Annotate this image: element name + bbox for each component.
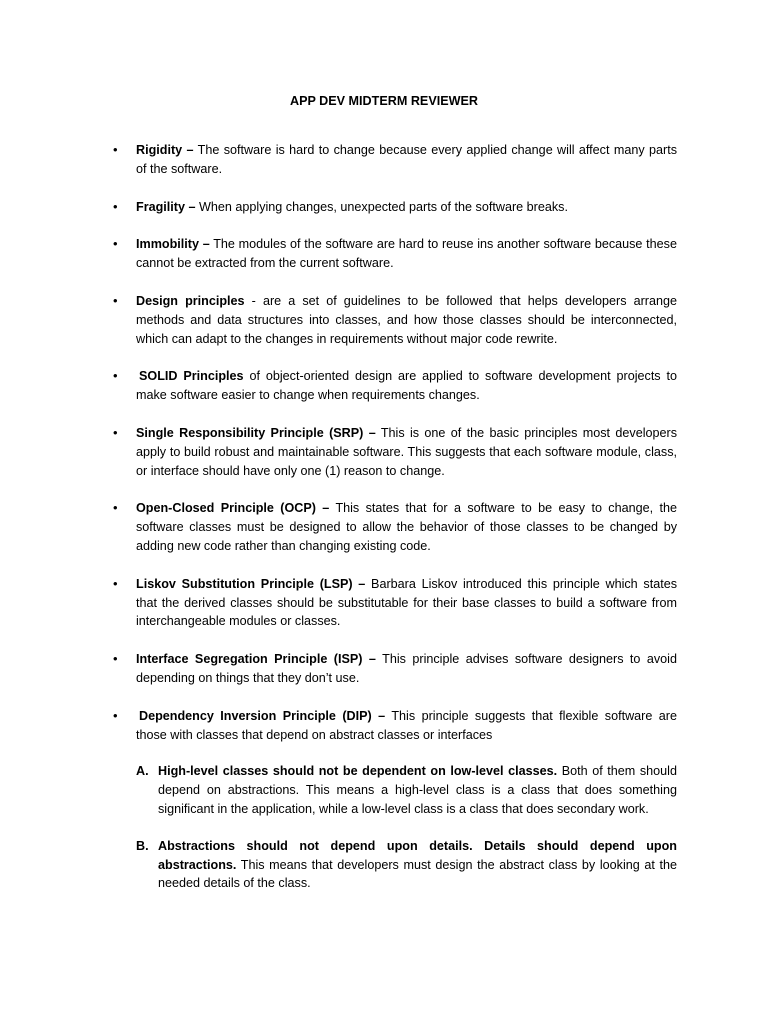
bullet-icon: • <box>113 198 118 214</box>
term-label: High-level classes should not be dependent on low-level classes. <box>158 764 558 779</box>
definition-text: This principle suggests that flexible software are those with classes that depend on abstract classes or interfaces <box>136 708 677 742</box>
bullet-item-fragility <box>0 198 677 217</box>
definition-text: When applying changes, unexpected parts of the software breaks. <box>195 199 568 214</box>
bullet-icon: • <box>113 236 118 252</box>
bullet-item-design-principles <box>0 292 677 348</box>
bullet-icon: • <box>113 575 118 591</box>
bullet-item-isp <box>0 650 677 688</box>
definition-text: This principle advises software designers to avoid depending on things that they don’t use. <box>136 652 677 685</box>
term-label: SOLID Principles <box>139 369 244 384</box>
definition-text: - are a set of guidelines to be followed that helps developers arrange methods and data structures into classes, and how those classes should be interconnected, which can adapt to the changes in requirements without major code rewrite. <box>136 293 677 346</box>
bullet-item-dip <box>0 707 677 893</box>
bullet-item-lsp <box>0 575 677 631</box>
term-label: Liskov Substitution Principle (LSP) – <box>136 576 366 591</box>
term-label: Immobility – <box>136 237 210 252</box>
term-label: Design principles <box>136 293 245 308</box>
definition-text: Both of them should depend on abstractions. This means a high-level class is a class that does something significant in the application, while a low-level class is a class that does secondary work. <box>158 764 677 816</box>
list-marker: B. <box>136 838 149 853</box>
bullet-item-ocp <box>0 499 677 555</box>
term-label: Rigidity – <box>136 143 194 157</box>
definition-text: This is one of the basic principles most developers apply to build robust and maintainable software. This suggests that each software module, class, or interface should have only one (1) reason to change. <box>136 425 677 478</box>
bullet-item-rigidity <box>0 141 677 179</box>
definition-text: Barbara Liskov introduced this principle which states that the derived classes should be substitutable for their base classes to build a software from interchangeable modules or classes. <box>136 576 677 629</box>
definition-text: The software is hard to change because every applied change will affect many parts of the software. <box>136 143 677 176</box>
bullet-icon: • <box>113 500 118 516</box>
bullet-icon: • <box>113 368 118 384</box>
dip-subitem-b <box>136 837 677 893</box>
bullet-icon: • <box>113 142 118 157</box>
term-label: Fragility – <box>136 199 196 214</box>
definition-text: The modules of the software are hard to reuse ins another software because these cannot be extracted from the current software. <box>136 237 677 271</box>
bullet-list <box>0 141 768 912</box>
bullet-icon: • <box>113 292 118 308</box>
term-label: Interface Segregation Principle (ISP) – <box>136 652 376 667</box>
definition-text: This means that developers must design the abstract class by looking at the needed details of the class. <box>158 857 677 891</box>
list-marker: A. <box>136 764 149 779</box>
bullet-item-immobility <box>0 235 677 273</box>
term-label: Single Responsibility Principle (SRP) – <box>136 425 376 440</box>
dip-sublist <box>136 762 677 893</box>
bullet-icon: • <box>113 651 118 667</box>
definition-text: of object-oriented design are applied to software development projects to make software easier to change when requirements changes. <box>136 369 677 403</box>
bullet-icon: • <box>113 707 118 723</box>
term-label: Dependency Inversion Principle (DIP) – <box>139 708 386 723</box>
dip-subitem-a <box>136 762 677 818</box>
bullet-item-solid-principles <box>0 367 677 405</box>
document-title: APP DEV MIDTERM REVIEWER <box>290 94 478 108</box>
bullet-icon: • <box>113 424 118 440</box>
definition-text: This states that for a software to be easy to change, the software classes must be designed to allow the behavior of those classes to be changed by adding new code rather than changing existing code. <box>136 501 677 553</box>
term-label: Abstractions should not depend upon details. Details should depend upon abstractions. <box>158 838 677 872</box>
bullet-item-srp <box>0 424 677 480</box>
term-label: Open-Closed Principle (OCP) – <box>136 501 330 516</box>
